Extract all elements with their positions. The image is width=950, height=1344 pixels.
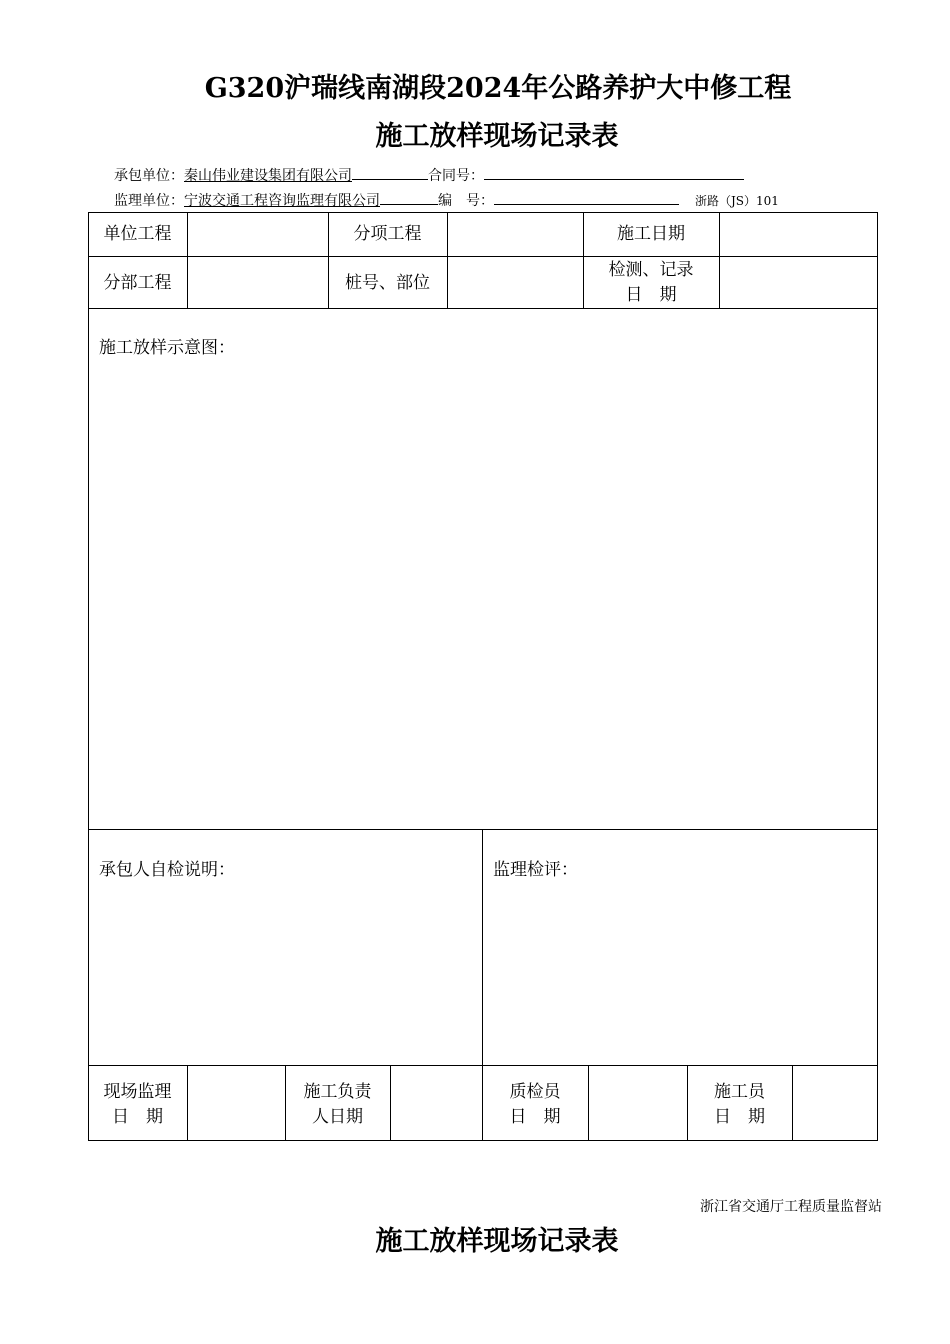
station-position-label: 桩号、部位 <box>345 273 430 293</box>
construction-lead-label-line2: 人日期 <box>312 1107 363 1127</box>
row-divider <box>88 829 878 830</box>
construction-lead-sign-field[interactable] <box>391 1066 482 1140</box>
sub-project-field[interactable] <box>188 257 328 308</box>
site-supervisor-label-line1: 现场监理 <box>103 1082 172 1102</box>
sub-item-field[interactable] <box>448 213 583 256</box>
contractor-value: 秦山伟业建设集团有限公司 <box>184 168 352 184</box>
number-field[interactable] <box>494 190 679 205</box>
construction-lead-label-line1: 施工负责 <box>303 1082 372 1102</box>
number-label: 编 号： <box>438 193 494 209</box>
next-page-title: 施工放样现场记录表 <box>375 1226 619 1257</box>
builder-label-line1: 施工员 <box>714 1082 765 1102</box>
construction-date-field[interactable] <box>720 213 877 256</box>
construction-date-label: 施工日期 <box>617 224 685 244</box>
diagram-area[interactable] <box>89 365 877 828</box>
self-check-label: 承包人自检说明： <box>99 860 235 880</box>
row-divider <box>88 308 878 309</box>
contractor-line <box>114 165 744 185</box>
footer-organization: 浙江省交通厅工程质量监督站 <box>700 1199 882 1215</box>
inspect-date-label-line1: 检测、记录 <box>608 260 694 280</box>
qc-inspector-label-line1: 质检员 <box>509 1082 561 1102</box>
unit-project-field[interactable] <box>188 213 328 256</box>
contractor-label: 承包单位： <box>114 168 184 184</box>
station-position-field[interactable] <box>448 257 583 308</box>
unit-project-label: 单位工程 <box>103 224 172 244</box>
sub-project-label: 分部工程 <box>103 273 172 293</box>
supervision-label: 监理检评： <box>493 860 578 880</box>
contract-no-field[interactable] <box>484 165 744 180</box>
form-code: 浙路（JS）101 <box>695 194 779 208</box>
inspect-date-field[interactable] <box>720 257 877 308</box>
diagram-label: 施工放样示意图： <box>99 338 235 358</box>
qc-inspector-label-line2: 日 期 <box>509 1107 561 1127</box>
qc-inspector-sign-field[interactable] <box>589 1066 687 1140</box>
document-title: G320沪瑞线南湖段2024年公路养护大中修工程 <box>204 73 792 104</box>
sub-item-label: 分项工程 <box>353 224 422 244</box>
site-supervisor-label-line2: 日 期 <box>112 1107 163 1127</box>
supervisor-blank <box>380 190 438 205</box>
form-title: 施工放样现场记录表 <box>375 121 619 152</box>
site-supervisor-sign-field[interactable] <box>188 1066 285 1140</box>
supervisor-value: 宁波交通工程咨询监理有限公司 <box>184 193 380 209</box>
supervisor-line <box>114 190 779 210</box>
inspect-date-label-line2: 日 期 <box>625 285 677 305</box>
self-check-field[interactable] <box>89 885 481 1064</box>
supervision-field[interactable] <box>483 885 877 1064</box>
contractor-blank <box>352 165 428 180</box>
supervisor-label: 监理单位： <box>114 193 184 209</box>
contract-no-label: 合同号： <box>428 168 484 184</box>
builder-label-line2: 日 期 <box>714 1107 765 1127</box>
builder-sign-field[interactable] <box>793 1066 877 1140</box>
